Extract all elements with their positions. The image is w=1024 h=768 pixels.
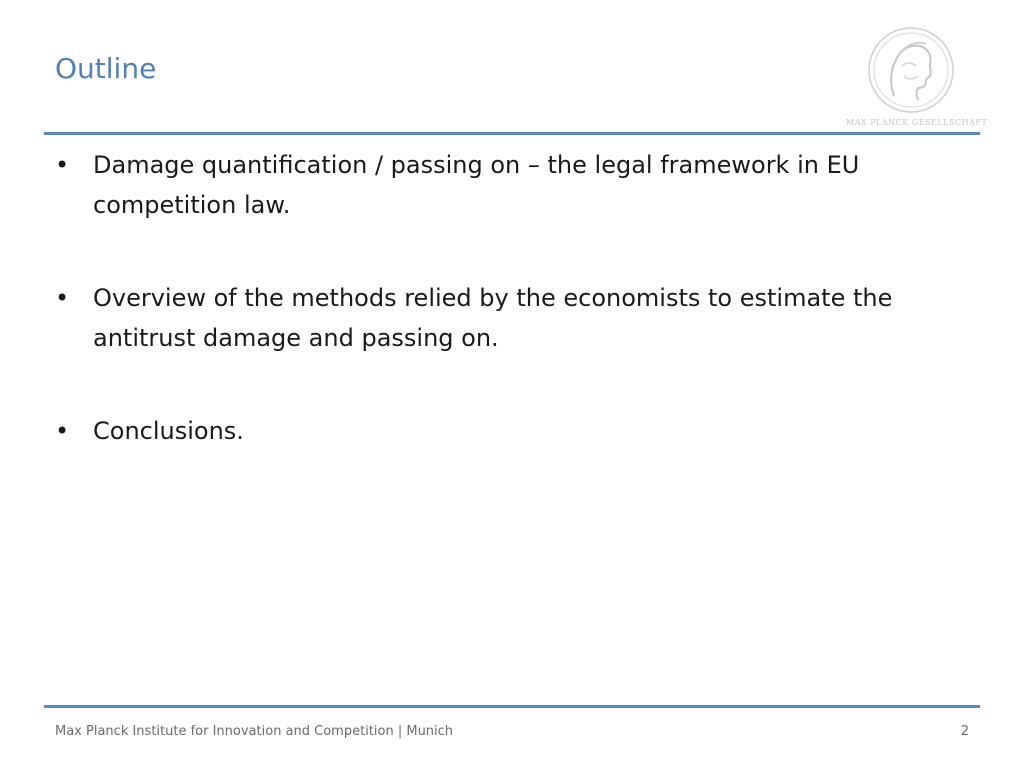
header-divider [44, 132, 980, 135]
bullet-item [55, 411, 980, 451]
max-planck-logo [846, 26, 988, 130]
footer-institute: Max Planck Institute for Innovation and Competition | Munich [55, 724, 454, 739]
logo-text: MAX PLANCK GESELLSCHAFT [846, 118, 988, 127]
bullet-text: Conclusions. [93, 417, 244, 445]
bullet-glyph: • [55, 284, 70, 312]
bullet-list [55, 145, 980, 504]
slide-title: Outline [55, 52, 157, 85]
bullet-glyph: • [55, 151, 70, 179]
bullet-item [55, 145, 980, 225]
bullet-glyph: • [55, 417, 70, 445]
bullet-text: Overview of the methods relied by the economists to estimate the antitrust damage and passing on. [93, 284, 893, 352]
bullet-text: Damage quantification / passing on – the legal framework in EU competition law. [93, 151, 860, 219]
minerva-emblem-icon [846, 26, 976, 118]
bullet-item [55, 278, 980, 358]
footer-divider [44, 705, 980, 708]
page-number: 2 [960, 724, 969, 739]
